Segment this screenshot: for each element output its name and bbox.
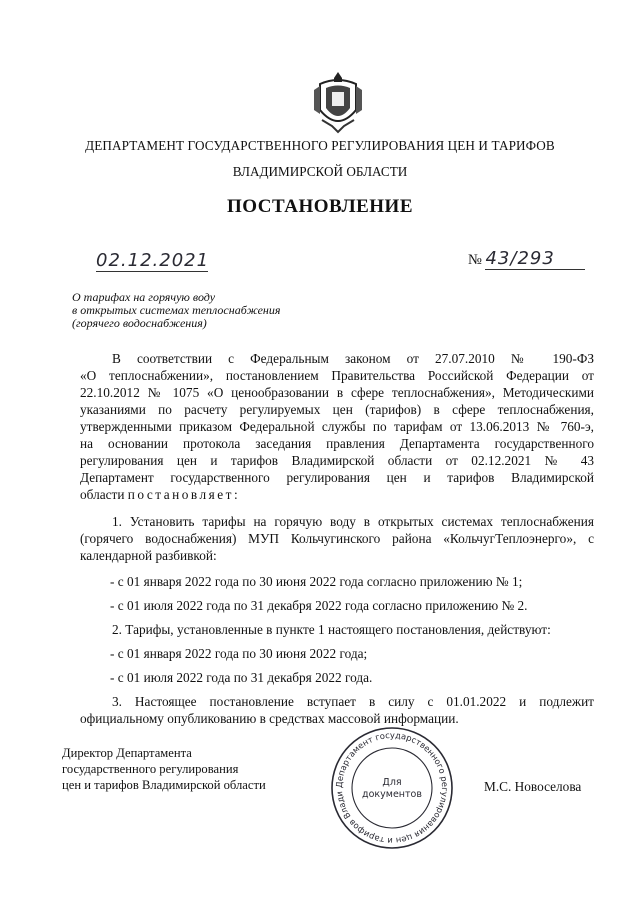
preamble-line: Департамент государственного регулирования цен и тарифов Владимирской	[80, 470, 594, 485]
period-item: - с 01 июля 2022 года по 31 декабря 2022 года.	[110, 670, 373, 685]
department-name-line2: ВЛАДИМИРСКОЙ ОБЛАСТИ	[232, 164, 408, 179]
document-title: ПОСТАНОВЛЕНИЕ	[226, 196, 414, 217]
preamble-line: регулирования цен и тарифов Владимирской области от 02.12.2021 № 43	[80, 453, 594, 468]
period-item: - с 01 июля 2022 года по 31 декабря 2022 года согласно приложению № 2.	[110, 598, 528, 613]
seal-center-line2: документов	[362, 789, 422, 800]
official-seal	[328, 724, 456, 852]
period-item: - с 01 января 2022 года по 30 июня 2022 года согласно приложению № 1;	[110, 574, 523, 589]
item1-line: календарной разбивкой:	[80, 548, 217, 563]
item1-line: (горячего водоснабжения) МУП Кольчугинского района «КольчугТеплоэнерго», с	[80, 531, 594, 546]
number-value: 43/293	[485, 248, 585, 270]
subject-line: (горячего водоснабжения)	[72, 316, 207, 330]
seal-ring-text: Департамент государственного регулирования цен и тарифов Влади	[333, 729, 451, 847]
document-number	[468, 248, 585, 270]
coat-of-arms-emblem	[312, 70, 364, 136]
resolution-keyword: постановляет:	[127, 487, 241, 502]
number-sign: №	[468, 252, 482, 268]
item3-line: официальному опубликованию в средствах массовой информации.	[80, 711, 459, 726]
preamble-line: В соответствии с Федеральным законом от 27.07.2010 № 190-ФЗ	[112, 351, 594, 366]
preamble-last-word: области	[80, 487, 125, 502]
period-item: - с 01 января 2022 года по 30 июня 2022 года;	[110, 646, 368, 661]
item2-line: 2. Тарифы, установленные в пункте 1 настоящего постановления, действуют:	[112, 622, 551, 637]
preamble-line: 22.10.2012 № 1075 «О ценообразовании в сфере теплоснабжения», Методическими	[80, 385, 594, 400]
preamble-line: утвержденными приказом Федеральной службы по тарифам от 13.06.2013 № 760-э,	[80, 419, 594, 434]
position-line: Директор Департамента	[62, 746, 192, 760]
subject-line: О тарифах на горячую воду	[72, 290, 216, 304]
preamble-line: указаниями по расчету регулируемых цен (тарифов) в сфере теплоснабжения,	[80, 402, 594, 417]
position-line: государственного регулирования	[62, 762, 239, 776]
position-line: цен и тарифов Владимирской области	[62, 778, 266, 792]
item1-line: 1. Установить тарифы на горячую воду в открытых системах теплоснабжения	[112, 514, 594, 529]
department-name-line1: ДЕПАРТАМЕНТ ГОСУДАРСТВЕННОГО РЕГУЛИРОВАНИЯ ЦЕН И ТАРИФОВ	[85, 138, 555, 153]
preamble-line-last	[80, 487, 594, 503]
preamble-line: «О теплоснабжении», постановлением Правительства Российской Федерации от	[80, 368, 594, 383]
signatory-name: М.С. Новоселова	[484, 779, 582, 794]
document-date: 02.12.2021	[96, 250, 210, 271]
preamble-line: на основании протокола заседания правления Департамента государственного	[80, 436, 594, 451]
item3-line: 3. Настоящее постановление вступает в силу с 01.01.2022 и подлежит	[112, 694, 594, 709]
subject-line: в открытых системах теплоснабжения	[72, 303, 281, 317]
seal-center-line1: Для	[382, 777, 402, 788]
signatory-position	[62, 745, 266, 793]
